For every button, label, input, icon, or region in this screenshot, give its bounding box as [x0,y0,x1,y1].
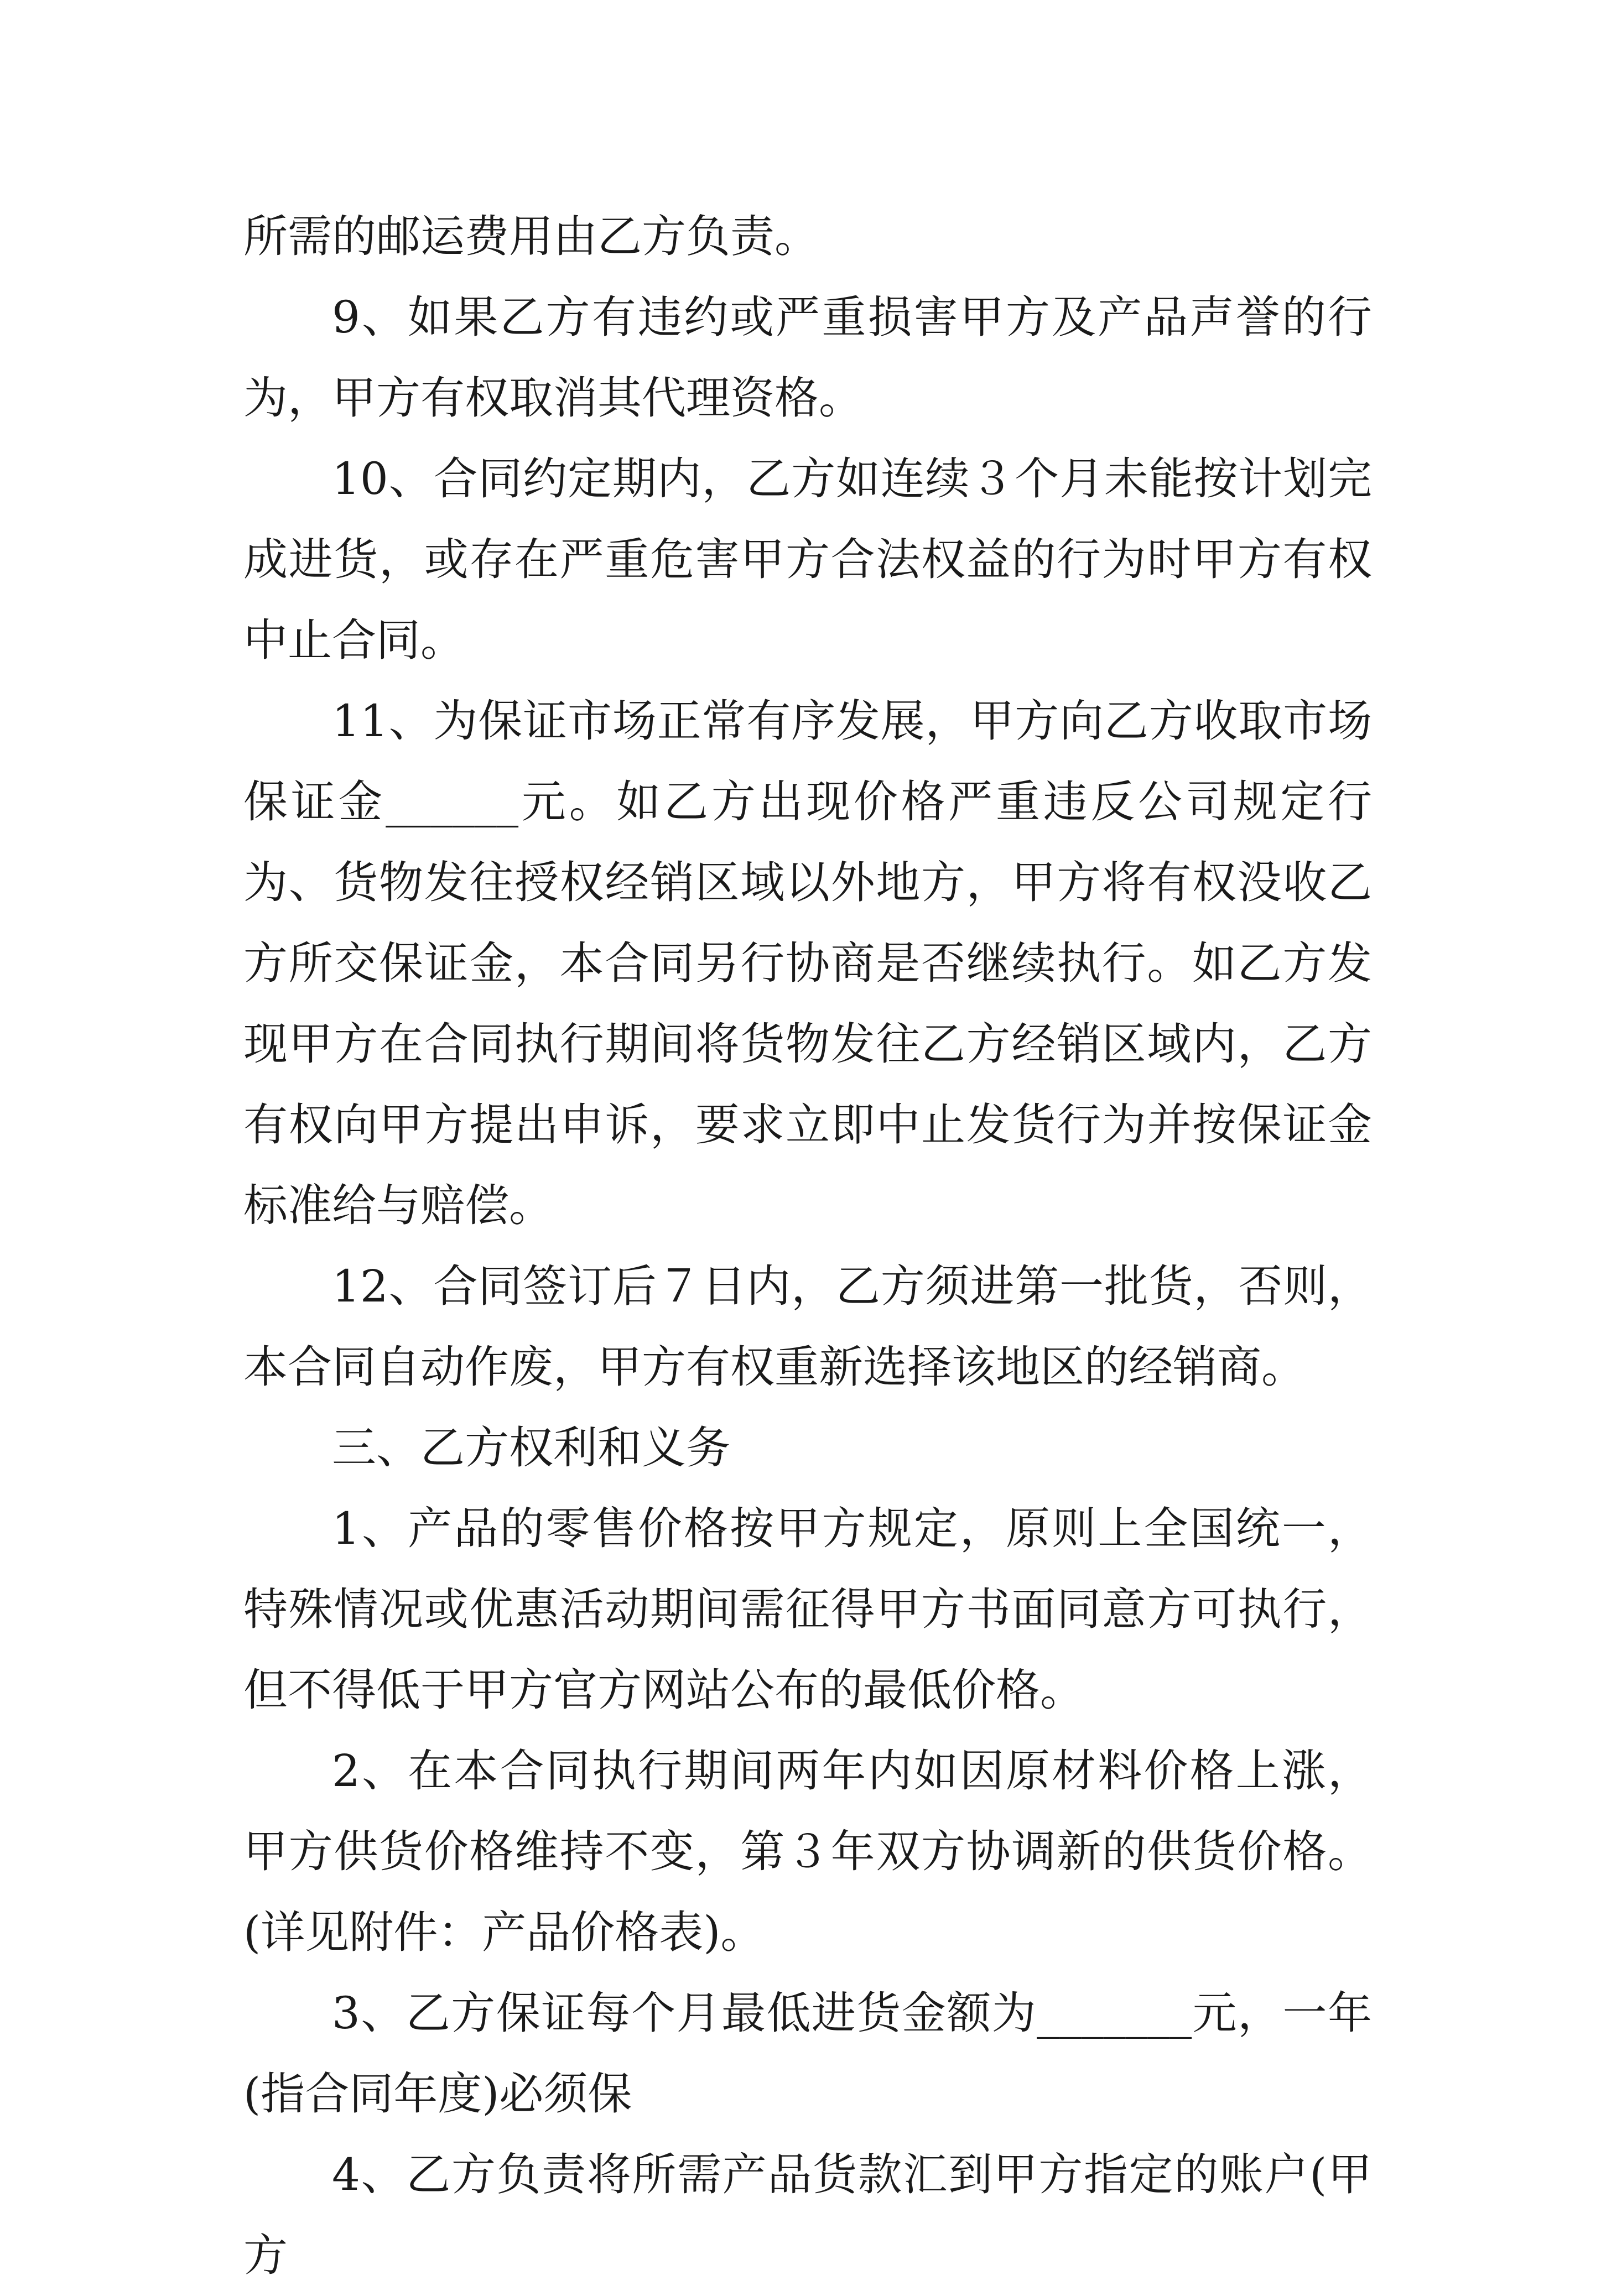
paragraph-b-clause-3: 3、乙方保证每个月最低进货金额为_______元，一年(指合同年度)必须保 [243,1987,1372,2120]
paragraph-postage: 所需的邮运费用由乙方负责。 [243,211,819,262]
paragraph-clause-9: 9、如果乙方有违约或严重损害甲方及产品声誉的行为，甲方有权取消其代理资格。 [243,291,1372,424]
section-heading-party-b: 三、乙方权利和义务 [332,1422,730,1474]
paragraph-b-clause-2: 2、在本合同执行期间两年内如因原材料价格上涨，甲方供货价格维持不变，第３年双方协调新的供货价格。(详见附件：产品价格表)。 [243,1745,1372,1958]
paragraph-b-clause-1: 1、产品的零售价格按甲方规定，原则上全国统一，特殊情况或优惠活动期间需征得甲方书面同意方可执行，但不得低于甲方官方网站公布的最低价格。 [243,1503,1372,1716]
paragraph-clause-11: 11、为保证市场正常有序发展，甲方向乙方收取市场保证金______元。如乙方出现价格严重违反公司规定行为、货物发往授权经销区域以外地方，甲方将有权没收乙方所交保证金，本合同另行协商是否继续执行。如乙方发现甲方在合同执行期间将货物发往乙方经销区域内，乙方有权向甲方提出申诉，要求立即中止发货行为并按保证金标准给与赔偿。 [243,695,1372,1231]
paragraph-b-clause-4: 4、乙方负责将所需产品货款汇到甲方指定的账户(甲方 [243,2149,1372,2281]
paragraph-clause-12: 12、合同签订后７日内，乙方须进第一批货，否则，本合同自动作废，甲方有权重新选择该地区的经销商。 [243,1261,1372,1393]
paragraph-clause-10: 10、合同约定期内，乙方如连续３个月未能按计划完成进货，或存在严重危害甲方合法权益的行为时甲方有权中止合同。 [243,453,1372,666]
document-page [243,196,1372,2296]
